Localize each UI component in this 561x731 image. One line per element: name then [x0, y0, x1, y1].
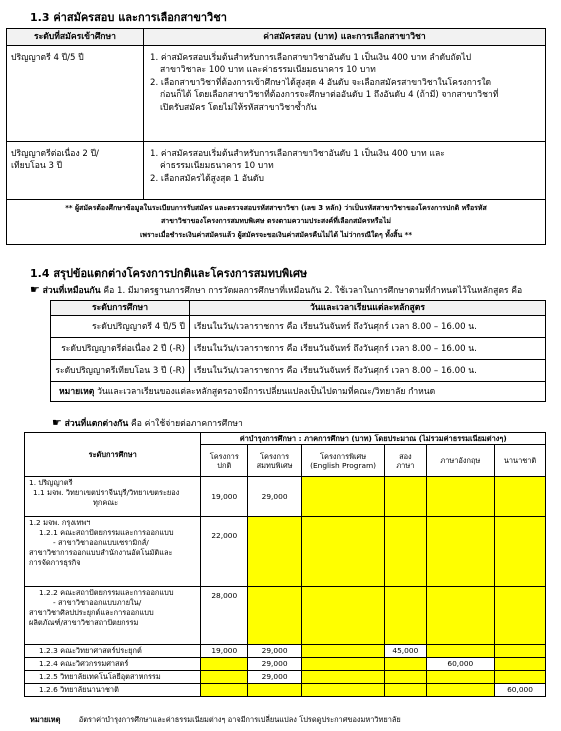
text-line: สาขาวิชาละ 100 บาท และค่าธรรมเนียมธนาคาร 10 บาท — [160, 65, 376, 76]
level-cell: 1.2.6 วิทยาลัยนานาชาติ — [25, 684, 201, 697]
footnote — [30, 714, 401, 726]
table-row — [25, 477, 546, 517]
level-cell: ระดับปริญญาตรีเทียบโอน 3 ปี (-R) — [51, 360, 190, 382]
text-line: ปกติ — [217, 460, 232, 470]
note-text: วันและเวลาเรียนของแต่ละหลักสูตรอาจมีการเปลี่ยนแปลงเป็นไปตามที่คณะ/วิทยาลัย กำหนด — [97, 386, 436, 397]
col-header-bilingual — [385, 445, 427, 477]
pointing-hand-icon: ☛ — [52, 416, 62, 429]
diff-part-label: ส่วนที่แตกต่างกัน — [64, 419, 129, 429]
text-line: สาขาวิชาศิลปประยุกต์และการออกแบบ — [29, 608, 154, 618]
empty-cell — [302, 517, 385, 587]
value-cell: 29,000 — [248, 671, 302, 684]
empty-cell — [302, 684, 385, 697]
value-cell: 60,000 — [495, 684, 546, 697]
footnote-text: อัตราค่าบำรุงการศึกษาและค่าธรรมเนียมต่างๆ อาจมีการเปลี่ยนแปลง โปรดดูประกาศของมหาวิทยาลัย — [78, 715, 401, 724]
level-bachelor: ปริญญาตรี 4 ปี/5 ปี — [7, 46, 144, 142]
time-cell: เรียนในวัน/เวลาราชการ คือ เรียนวันจันทร์ ถึงวันศุกร์ เวลา 8.00 – 16.00 น. — [190, 360, 546, 382]
text-line: สาขาวิชาการออกแบบสำนักงานอัตโนมัติและ — [29, 548, 173, 558]
col-header-english: ภาษาอังกฤษ — [426, 445, 494, 477]
empty-cell — [495, 587, 546, 645]
level-cell — [25, 517, 201, 587]
empty-cell — [248, 684, 302, 697]
text-line: การจัดการธุรกิจ — [29, 558, 81, 568]
col-header-regular — [201, 445, 248, 477]
col-header-level: ระดับการศึกษา — [51, 301, 190, 316]
empty-cell — [385, 671, 427, 684]
level-cell: 1.2.5 วิทยาลัยเทคโนโลยีอุตสาหกรรม — [25, 671, 201, 684]
text-line: ปริญญาตรีต่อเนื่อง 2 ปี/ — [11, 149, 99, 159]
text-line: - สาขาวิชาออกแบบภายใน/ — [53, 598, 142, 608]
diff-part-line — [52, 416, 243, 430]
value-cell: 29,000 — [248, 645, 302, 658]
value-cell: 19,000 — [201, 645, 248, 658]
section-title-1-3: 1.3 ค่าสมัครสอบ และการเลือกสาขาวิชา — [30, 11, 227, 24]
table-row — [25, 645, 546, 658]
fee-continuing — [144, 142, 546, 200]
level-cell — [25, 477, 201, 517]
col-header-level: ระดับการศึกษา — [25, 433, 201, 477]
col-header-special — [248, 445, 302, 477]
value-cell: 19,000 — [201, 477, 248, 517]
footnote-label: หมายเหตุ — [30, 715, 61, 724]
text-line: 1.2 มจพ. กรุงเทพฯ — [29, 518, 91, 528]
pointing-hand-icon: ☛ — [30, 283, 40, 296]
level-cell: ระดับปริญญาตรีต่อเนื่อง 2 ปี (-R) — [51, 338, 190, 360]
empty-cell — [426, 671, 494, 684]
table-row — [25, 671, 546, 684]
value-cell: 60,000 — [426, 658, 494, 671]
application-fee-table — [6, 28, 546, 245]
text-line: (English Program) — [310, 460, 377, 470]
col-header-fee: ค่าสมัครสอบ (บาท) และการเลือกสาขาวิชา — [144, 29, 546, 46]
empty-cell — [495, 658, 546, 671]
text-line: สาขาวิชาของโครงการสมทบพิเศษ ตรงตามความประสงค์ที่เลือกสมัครหรือไม่ — [160, 217, 392, 226]
study-time-note — [51, 382, 546, 402]
text-line: 2. เลือกสมัครได้สูงสุด 1 อันดับ — [150, 173, 264, 184]
text-line: 1.2.2 คณะสถาปัตยกรรมและการออกแบบ — [39, 588, 174, 598]
text-line: สอง — [399, 451, 412, 461]
text-line: 1. ปริญญาตรี — [29, 478, 73, 488]
text-line: ก่อนก็ได้ โดยเลือกสาขาวิชาที่ต้องการจะศึกษาต่ออันดับ 1 ถึงอันดับ 4 (ถ้ามี) จากสาขาวิชาที่ — [160, 90, 499, 101]
empty-cell — [426, 684, 494, 697]
empty-cell — [426, 517, 494, 587]
level-cell: 1.2.4 คณะวิศวกรรมศาสตร์ — [25, 658, 201, 671]
empty-cell — [426, 477, 494, 517]
text-line: ค่าธรรมเนียมธนาคาร 10 บาท — [160, 161, 274, 172]
value-cell: 22,000 — [201, 517, 248, 587]
text-line: 1.2.1 คณะสถาปัตยกรรมและการออกแบบ — [39, 528, 174, 538]
empty-cell — [495, 645, 546, 658]
empty-cell — [385, 587, 427, 645]
empty-cell — [385, 684, 427, 697]
value-cell: 29,000 — [248, 477, 302, 517]
level-cell: 1.2.3 คณะวิทยาศาสตร์ประยุกต์ — [25, 645, 201, 658]
fee-bachelor — [144, 46, 546, 142]
text-line: ทุกคณะ — [93, 498, 119, 508]
empty-cell — [248, 517, 302, 587]
text-line: เทียบโอน 3 ปี — [11, 161, 63, 172]
text-line: เพราะเมื่อชำระเงินค่าสมัครแล้ว ผู้สมัครจะขอเงินค่าสมัครคืนไม่ได้ ไม่ว่ากรณีใดๆ ทั้งสิ้น ** — [140, 230, 412, 239]
table-row — [25, 517, 546, 587]
empty-cell — [495, 671, 546, 684]
empty-cell — [302, 671, 385, 684]
value-cell: 45,000 — [385, 645, 427, 658]
col-group-header: ค่าบำรุงการศึกษา : ภาคการศึกษา (บาท) โดยประมาณ (ไม่รวมค่าธรรมเนียมต่างๆ) — [201, 433, 546, 445]
text-line: 2. เลือกสาขาวิชาที่ต้องการเข้าศึกษาได้สูงสุด 4 อันดับ จะเลือกสมัครสาขาวิชาในโครงการใด — [150, 77, 492, 88]
text-line: สมทบพิเศษ — [256, 460, 293, 470]
warning-note — [7, 200, 546, 245]
col-header-level: ระดับที่สมัครเข้าศึกษา — [7, 29, 144, 46]
level-cell: ระดับปริญญาตรี 4 ปี/5 ปี — [51, 316, 190, 338]
empty-cell — [385, 658, 427, 671]
text-line: ผลิตภัณฑ์/สาขาวิชาสถาปัตยกรรม — [29, 618, 139, 628]
same-part-line — [30, 283, 522, 297]
empty-cell — [248, 587, 302, 645]
same-part-label: ส่วนที่เหมือนกัน — [42, 286, 101, 296]
text-line: - สาขาวิชาออกแบบเซรามิกส์/ — [53, 538, 149, 548]
tuition-table — [24, 432, 546, 697]
text-line: โครงการ — [209, 451, 239, 461]
col-header-english-program — [302, 445, 385, 477]
table-row — [25, 658, 546, 671]
empty-cell — [385, 517, 427, 587]
time-cell: เรียนในวัน/เวลาราชการ คือ เรียนวันจันทร์ ถึงวันศุกร์ เวลา 8.00 – 16.00 น. — [190, 316, 546, 338]
text-line: 1.1 มจพ. วิทยาเขตปราจีนบุรี/วิทยาเขตระยอง — [33, 488, 180, 498]
empty-cell — [302, 645, 385, 658]
empty-cell — [302, 477, 385, 517]
same-part-text: คือ 1. มีมาตรฐานการศึกษา การวัดผลการศึกษาที่เหมือนกัน 2. ใช้เวลาในการศึกษาตามที่กำหนดไว้ในหลักสูตร คือ — [103, 286, 523, 296]
empty-cell — [201, 684, 248, 697]
col-header-international: นานาชาติ — [495, 445, 546, 477]
note-label: หมายเหตุ — [59, 386, 95, 397]
text-line: โครงการ — [260, 451, 290, 461]
empty-cell — [201, 658, 248, 671]
time-cell: เรียนในวัน/เวลาราชการ คือ เรียนวันจันทร์ ถึงวันศุกร์ เวลา 8.00 – 16.00 น. — [190, 338, 546, 360]
text-line: ** ผู้สมัครต้องศึกษาข้อมูลในระเบียบการรับสมัคร และตรวจสอบรหัสสาขาวิชา (เลข 3 หลัก) ว่าเป็นรหัสสาขาวิชาของโครงการปกติ หรือรหัส — [65, 204, 487, 212]
text-line: เปิดรับสมัคร โดยไม่ให้รหัสสาขาวิชาซ้ำกัน — [160, 102, 317, 113]
text-line: โครงการพิเศษ — [320, 451, 367, 461]
section-title-1-4: 1.4 สรุปข้อแตกต่างโครงการปกติและโครงการสมทบพิเศษ — [30, 267, 308, 280]
text-line: 1. ค่าสมัครสอบเริ่มต้นสำหรับการเลือกสาขาวิชาอันดับ 1 เป็นเงิน 400 บาท ลำดับถัดไป — [150, 53, 472, 63]
empty-cell — [426, 587, 494, 645]
table-row — [25, 587, 546, 645]
level-cell — [25, 587, 201, 645]
table-row — [25, 684, 546, 697]
level-continuing — [7, 142, 144, 200]
empty-cell — [302, 658, 385, 671]
text-line: ภาษา — [396, 460, 415, 470]
study-time-table — [50, 300, 546, 402]
text-line: 1. ค่าสมัครสอบเริ่มต้นสำหรับการเลือกสาขาวิชาอันดับ 1 เป็นเงิน 400 บาท และ — [150, 149, 445, 159]
value-cell: 29,000 — [248, 658, 302, 671]
value-cell: 28,000 — [201, 587, 248, 645]
empty-cell — [426, 645, 494, 658]
col-header-time: วันและเวลาเรียนแต่ละหลักสูตร — [190, 301, 546, 316]
empty-cell — [495, 517, 546, 587]
empty-cell — [495, 477, 546, 517]
empty-cell — [302, 587, 385, 645]
diff-part-text: คือ ค่าใช้จ่ายต่อภาคการศึกษา — [130, 419, 243, 429]
empty-cell — [385, 477, 427, 517]
empty-cell — [201, 671, 248, 684]
